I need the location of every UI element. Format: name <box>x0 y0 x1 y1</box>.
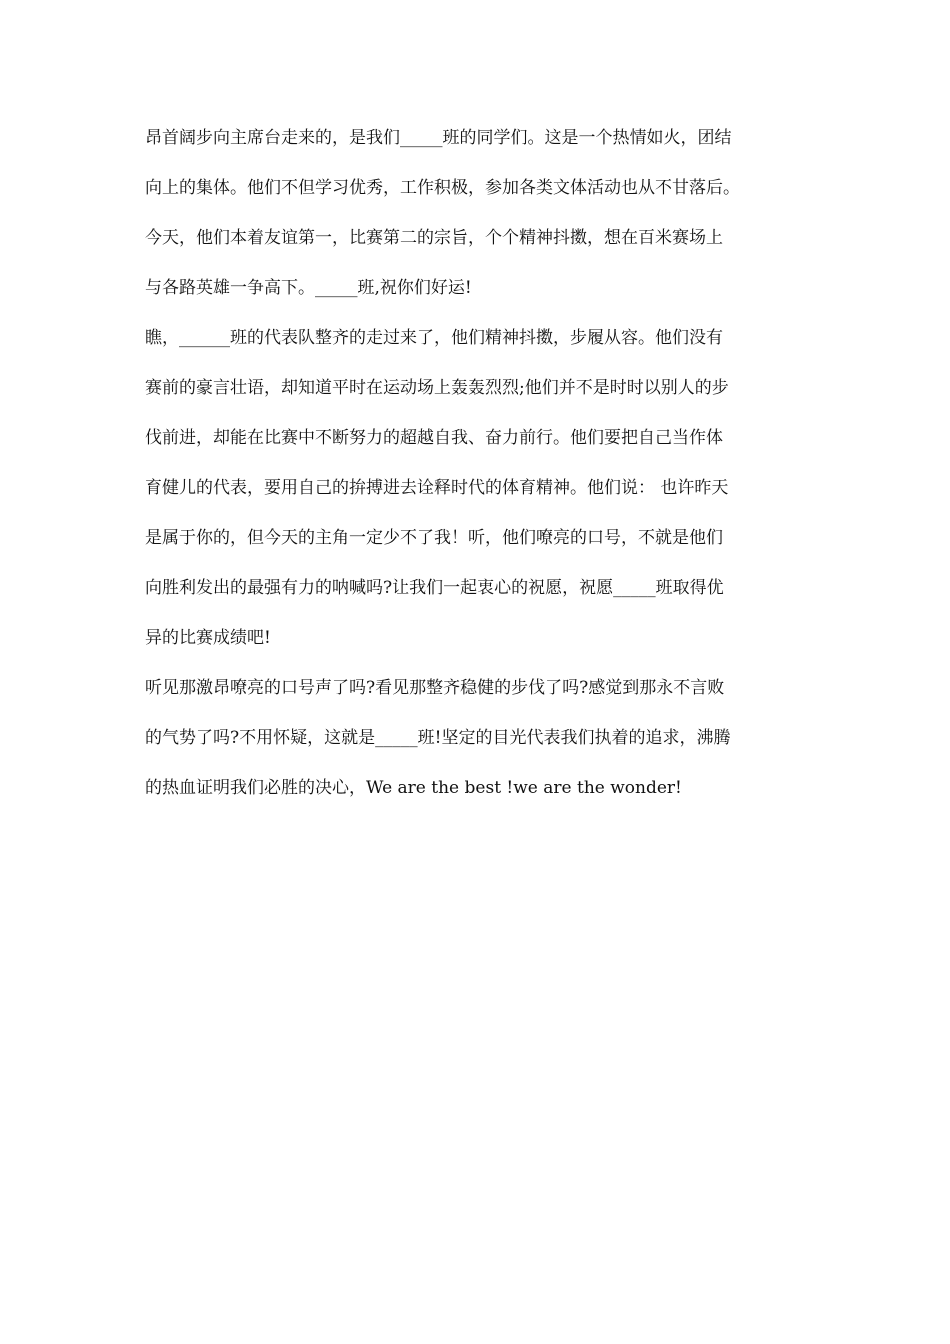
paragraph-3-line-3: 的热血证明我们必胜的决心，We are the best !we are the wonder! <box>145 778 682 798</box>
paragraph-2-line-1: 瞧，______班的代表队整齐的走过来了，他们精神抖擞，步履从容。他们没有 <box>145 328 723 348</box>
paragraph-2-line-4: 育健儿的代表，要用自己的拚搏进去诠释时代的体育精神。他们说： 也许昨天 <box>145 478 729 498</box>
paragraph-1-line-2: 向上的集体。他们不但学习优秀，工作积极，参加各类文体活动也从不甘落后。 <box>145 178 740 198</box>
document-body <box>145 118 825 818</box>
paragraph-1-line-3: 今天，他们本着友谊第一，比赛第二的宗旨，个个精神抖擞，想在百米赛场上 <box>145 228 723 248</box>
paragraph-1-line-4: 与各路英雄一争高下。_____班,祝你们好运! <box>145 278 472 298</box>
paragraph-2-line-7: 异的比赛成绩吧! <box>145 628 271 648</box>
paragraph-2-line-3: 伐前进，却能在比赛中不断努力的超越自我、奋力前行。他们要把自己当作体 <box>145 428 723 448</box>
paragraph-2-line-5: 是属于你的，但今天的主角一定少不了我！听，他们嘹亮的口号，不就是他们 <box>145 528 723 548</box>
paragraph-3-line-2: 的气势了吗?不用怀疑，这就是_____班!坚定的目光代表我们执着的追求，沸腾 <box>145 728 731 748</box>
paragraph-2-line-2: 赛前的豪言壮语，却知道平时在运动场上轰轰烈烈;他们并不是时时以别人的步 <box>145 378 729 398</box>
paragraph-1-line-1: 昂首阔步向主席台走来的，是我们_____班的同学们。这是一个热情如火，团结 <box>145 128 732 148</box>
paragraph-2-line-6: 向胜利发出的最强有力的呐喊吗?让我们一起衷心的祝愿，祝愿_____班取得优 <box>145 578 724 598</box>
paragraph-3-line-1: 听见那激昂嘹亮的口号声了吗?看见那整齐稳健的步伐了吗?感觉到那永不言败 <box>145 678 725 698</box>
